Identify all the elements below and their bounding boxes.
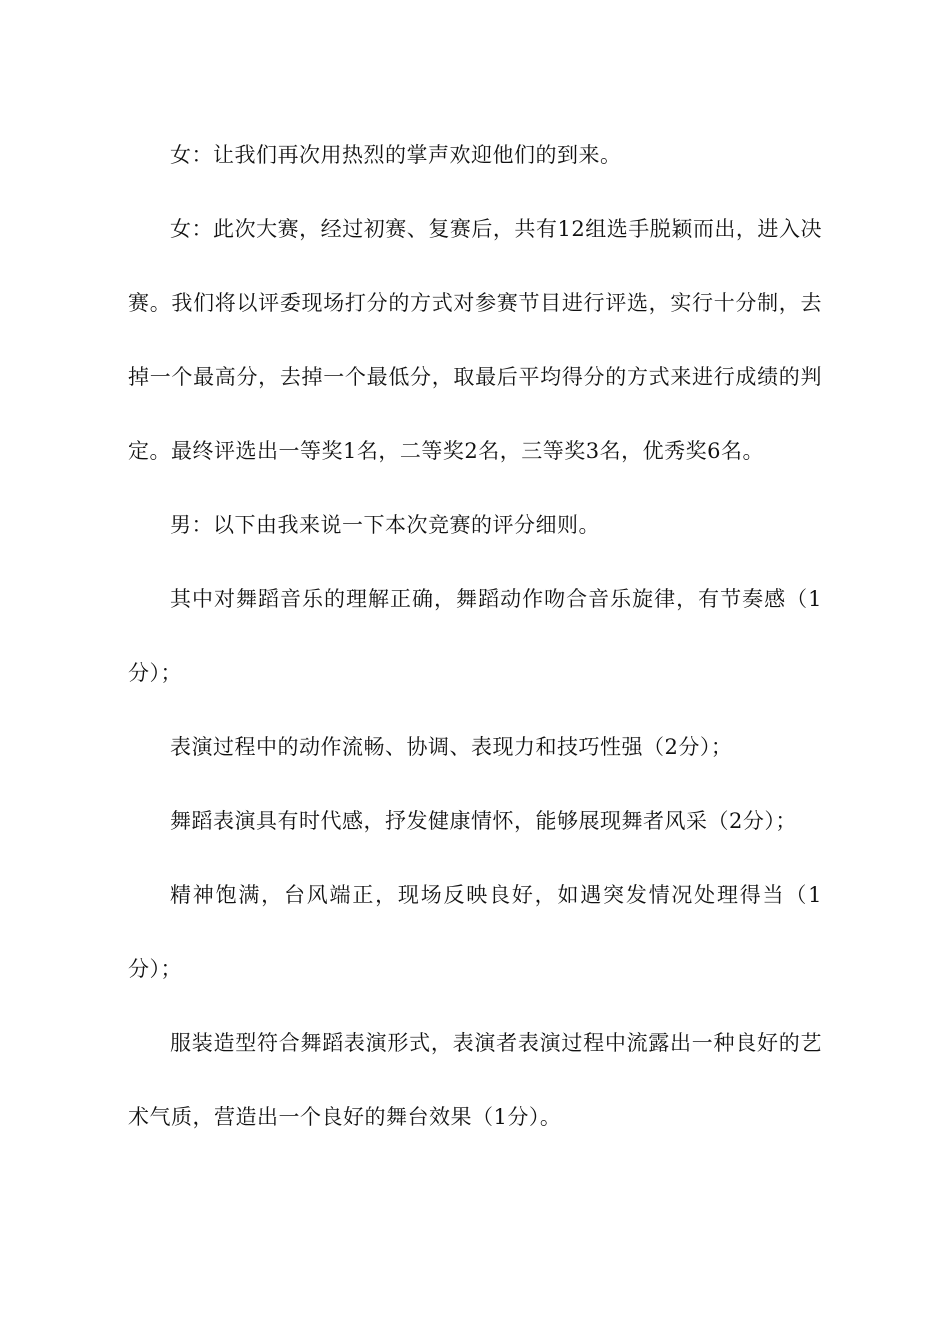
paragraph-competition-rules: 女：此次大赛，经过初赛、复赛后，共有12组选手脱颖而出，进入决赛。我们将以评委现场打分的方式对参赛节目进行评选，实行十分制，去掉一个最高分，去掉一个最低分，取最后平均得分的方式来进行成绩的判定。最终评选出一等奖1名，二等奖2名，三等奖3名，优秀奖6名。 [128, 217, 822, 463]
paragraph-welcome: 女：让我们再次用热烈的掌声欢迎他们的到来。 [170, 143, 622, 167]
paragraph-criterion-era: 舞蹈表演具有时代感，抒发健康情怀，能够展现舞者风采（2分）； [170, 809, 797, 833]
paragraph-criterion-spirit: 精神饱满，台风端正，现场反映良好，如遇突发情况处理得当（1分）； [128, 883, 822, 981]
paragraph-criterion-performance: 表演过程中的动作流畅、协调、表现力和技巧性强（2分）； [170, 735, 733, 759]
paragraph-criterion-costume: 服装造型符合舞蹈表演形式，表演者表演过程中流露出一种良好的艺术气质，营造出一个良好的舞台效果（1分）。 [128, 1031, 822, 1129]
paragraph-scoring-intro: 男：以下由我来说一下本次竞赛的评分细则。 [170, 513, 600, 537]
document-page [128, 118, 822, 1154]
paragraph-criterion-music: 其中对舞蹈音乐的理解正确，舞蹈动作吻合音乐旋律，有节奏感（1分）； [128, 587, 822, 685]
